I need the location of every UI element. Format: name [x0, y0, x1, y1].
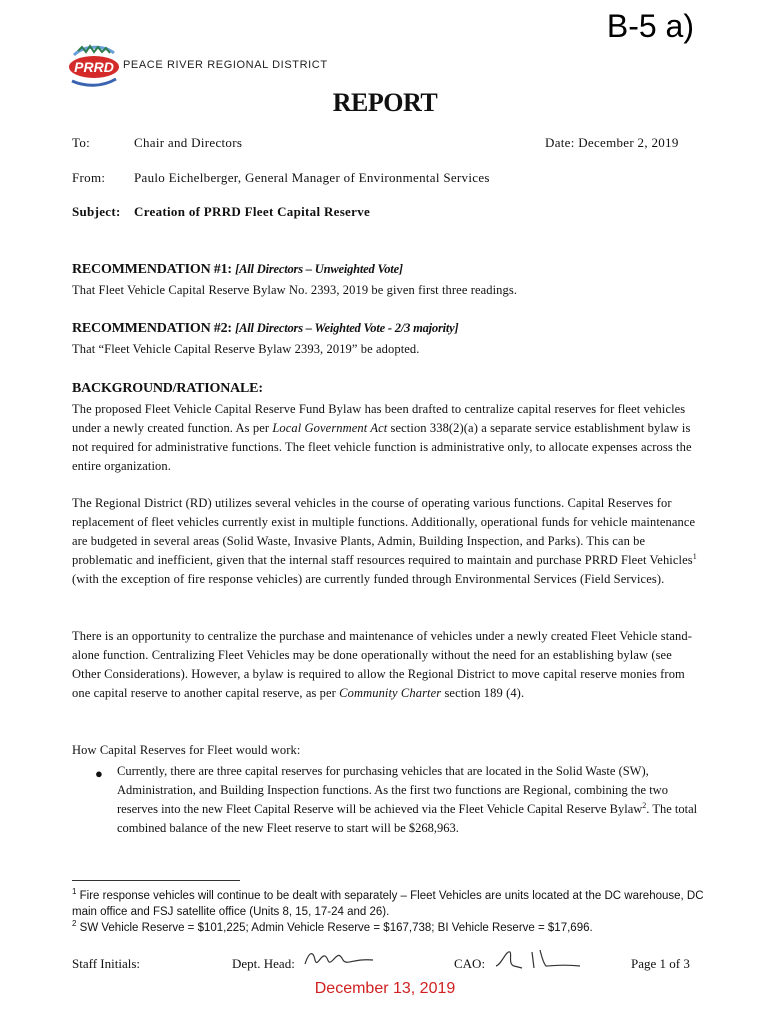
recommendation-2-text: That “Fleet Vehicle Capital Reserve Bylaw 2393, 2019” be adopted. — [72, 342, 420, 356]
dept-head-signature — [303, 948, 375, 970]
subject-label: Subject: — [72, 204, 121, 219]
from-value: Paulo Eichelberger, General Manager of Environmental Services — [134, 170, 490, 185]
received-date-stamp: December 13, 2019 — [314, 980, 456, 997]
subject-value: Creation of PRRD Fleet Capital Reserve — [134, 204, 371, 219]
act-name: Local Government Act — [272, 421, 388, 435]
background-paragraph-2: The Regional District (RD) utilizes several vehicles in the course of operating various functions. Capital Reserves for replacement of fleet vehicles currently exist in multiple functions. Additionally, operational funds for vehicle maintenance are budgeted in several areas (Solid Waste, Invasive Plants, Admin, Building Inspection, and Parks). This can be problematic and inefficient, given that the internal staff resources required to maintain and purchase PRRD Fleet Vehicles$^1$ (with the exception of fire response vehicles) are currently funded through Environmental Services (Field Services). — [72, 496, 697, 586]
recommendation-1-title: RECOMMENDATION #1: — [72, 262, 232, 277]
staff-initials-label: Staff Initials: — [72, 956, 141, 971]
organization-name: PEACE RIVER REGIONAL DISTRICT — [123, 59, 328, 71]
to-value: Chair and Directors — [134, 135, 243, 150]
prrd-logo — [68, 43, 120, 89]
background-paragraph-3: There is an opportunity to centralize the purchase and maintenance of vehicles under a newly created Fleet Vehicle stand-alone function. Centralizing Fleet Vehicles may be done operationally without the need for an establishing bylaw (see Other Considerations). However, a bylaw is required to allow the Regional District to move capital reserve monies from one capital reserve to another capital reserve, as per Community Charter section 189 (4). — [72, 629, 692, 700]
footnote-2: $^2$ SW Vehicle Reserve = $101,225; Admin Vehicle Reserve = $167,738; BI Vehicle Reserve = $17,696. — [72, 919, 593, 934]
footnote-ref-2: 2 — [642, 800, 647, 810]
page-identifier: B-5 a) — [606, 8, 694, 44]
footnote-ref-1: 1 — [692, 551, 697, 561]
recommendation-1-vote-note: [All Directors – Unweighted Vote] — [235, 262, 403, 276]
cao-signature — [492, 946, 582, 972]
recommendation-2-vote-note: [All Directors – Weighted Vote - 2/3 majority] — [235, 321, 459, 335]
dept-head-label: Dept. Head: — [232, 956, 295, 971]
charter-name: Community Charter — [339, 686, 442, 700]
report-title: REPORT — [332, 88, 438, 117]
background-heading: BACKGROUND/RATIONALE: — [72, 381, 263, 396]
recommendation-2-heading — [72, 321, 459, 337]
to-label: To: — [72, 135, 91, 150]
footnote-divider — [72, 880, 240, 881]
bullet-point-marker: ● — [95, 766, 103, 781]
from-label: From: — [72, 170, 106, 185]
cao-label: CAO: — [454, 956, 486, 971]
footnote-1: $^1$ Fire response vehicles will continue to be dealt with separately – Fleet Vehicles are units located at the DC warehouse, DC main office and FSJ satellite office (Units 8, 15, 17-24 and 26). — [72, 887, 704, 918]
recommendation-2-title: RECOMMENDATION #2: — [72, 321, 232, 336]
recommendation-1-text: That Fleet Vehicle Capital Reserve Bylaw No. 2393, 2019 be given first three readings. — [72, 283, 518, 297]
logo-text: PRRD — [74, 59, 114, 75]
bullet-point-text: Currently, there are three capital reserves for purchasing vehicles that are located in the Solid Waste (SW), Administration, and Building Inspection functions. As the first two functions are Regional, combining the two reserves into the new Fleet Capital Reserve will be achieved via the Fleet Vehicle Capital Reserve Bylaw$^2$. The total combined balance of the new Fleet reserve to start will be $268,963. — [117, 764, 698, 835]
page-number: Page 1 of 3 — [631, 956, 690, 971]
capital-reserves-intro: How Capital Reserves for Fleet would work: — [72, 743, 301, 757]
recommendation-1-heading — [72, 262, 403, 278]
report-date: Date: December 2, 2019 — [545, 135, 679, 150]
background-paragraph-1: The proposed Fleet Vehicle Capital Reserve Fund Bylaw has been drafted to centralize capital reserves for fleet vehicles under a newly created function. As per Local Government Act section 338(2)(a) a separate service establishment bylaw is not required for administrative functions. The fleet vehicle function is administrative only, to allocate expenses across the entire organization. — [72, 402, 692, 473]
